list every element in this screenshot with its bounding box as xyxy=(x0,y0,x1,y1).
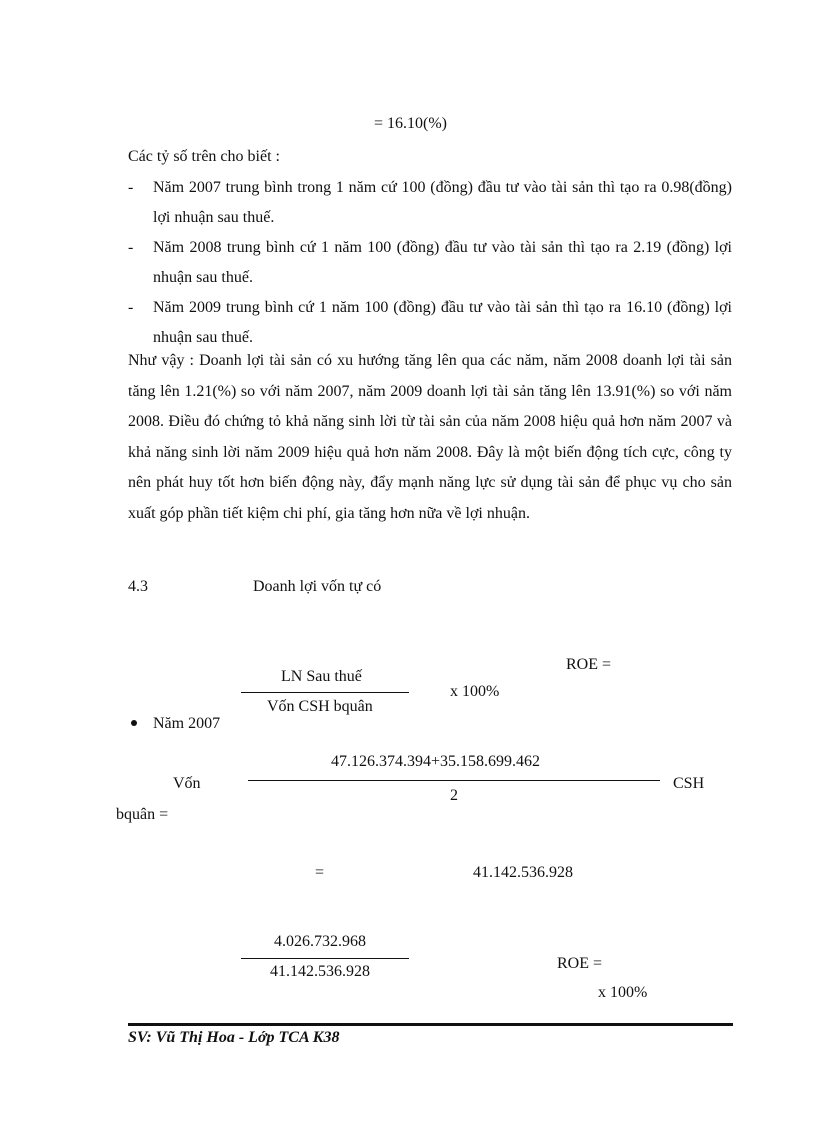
section-title: Doanh lợi vốn tự có xyxy=(253,578,382,595)
footer-rule xyxy=(128,1023,733,1026)
bullet-dot-icon xyxy=(131,720,137,726)
equity-denominator: 2 xyxy=(450,787,458,804)
list-item xyxy=(128,173,732,233)
fraction-bar xyxy=(241,692,409,693)
equity-label-bottom: bquân = xyxy=(116,806,169,823)
dash-marker: - xyxy=(128,179,134,196)
equity-label-right: CSH xyxy=(673,775,705,792)
conclusion-paragraph: Như vậy : Doanh lợi tài sản có xu hướng tăng lên qua các năm, năm 2008 doanh lợi tài sản tăng lên 1.21(%) so với năm 2007, năm 2009 doanh lợi tài sản tăng lên 13.91(%) so với năm 2008. Điều đó chứng tỏ khả năng sinh lời từ tài sản của năm 2008 hiệu quả hơn năm 2007 và khả năng sinh lời năm 2009 hiệu quả hơn năm 2008. Đây là một biến động tích cực, công ty nên phát huy tốt hơn biến động này, đẩy mạnh năng lực sử dụng tài sản để phục vụ cho sản xuất góp phần tiết kiệm chi phí, gia tăng hơn nữa về lợi nhuận. xyxy=(128,352,732,522)
roe-formula-numerator: LN Sau thuế xyxy=(281,668,362,685)
roe-calc-numerator: 4.026.732.968 xyxy=(274,933,366,950)
section-number: 4.3 xyxy=(128,578,148,595)
fraction-bar xyxy=(248,780,660,781)
top-result: = 16.10(%) xyxy=(374,115,448,132)
roe-calc-denominator: 41.142.536.928 xyxy=(270,963,370,980)
list-item-text: Năm 2007 trung bình trong 1 năm cứ 100 (đồng) đầu tư vào tài sản thì tạo ra 0.98(đồng) lợi nhuận sau thuế. xyxy=(153,179,732,226)
equity-result: 41.142.536.928 xyxy=(473,864,573,881)
roe-calc-multiplier: x 100% xyxy=(598,984,648,1001)
roe-formula-multiplier: x 100% xyxy=(450,683,500,700)
list-item-text: Năm 2008 trung bình cứ 1 năm 100 (đồng) đầu tư vào tài sản thì tạo ra 2.19 (đồng) lợi nhuận sau thuế. xyxy=(153,239,732,286)
year-item: Năm 2007 xyxy=(153,715,221,732)
list-item xyxy=(128,293,732,353)
footer-text: SV: Vũ Thị Hoa - Lớp TCA K38 xyxy=(128,1029,340,1046)
equity-numerator: 47.126.374.394+35.158.699.462 xyxy=(331,753,541,770)
list-item-text: Năm 2009 trung bình cứ 1 năm 100 (đồng) đầu tư vào tài sản thì tạo ra 16.10 (đồng) lợi nhuận sau thuế. xyxy=(153,299,732,346)
equity-equals: = xyxy=(315,864,325,881)
roe-formula-lhs: ROE = xyxy=(566,656,612,673)
intro-text: Các tỷ số trên cho biết : xyxy=(128,148,280,165)
fraction-bar xyxy=(241,958,409,959)
equity-label-left: Vốn xyxy=(173,775,201,792)
dash-marker: - xyxy=(128,299,134,316)
list-item xyxy=(128,233,732,293)
roe-calc-lhs: ROE = xyxy=(557,955,603,972)
dash-marker: - xyxy=(128,239,134,256)
roe-formula-denominator: Vốn CSH bquân xyxy=(267,698,373,715)
